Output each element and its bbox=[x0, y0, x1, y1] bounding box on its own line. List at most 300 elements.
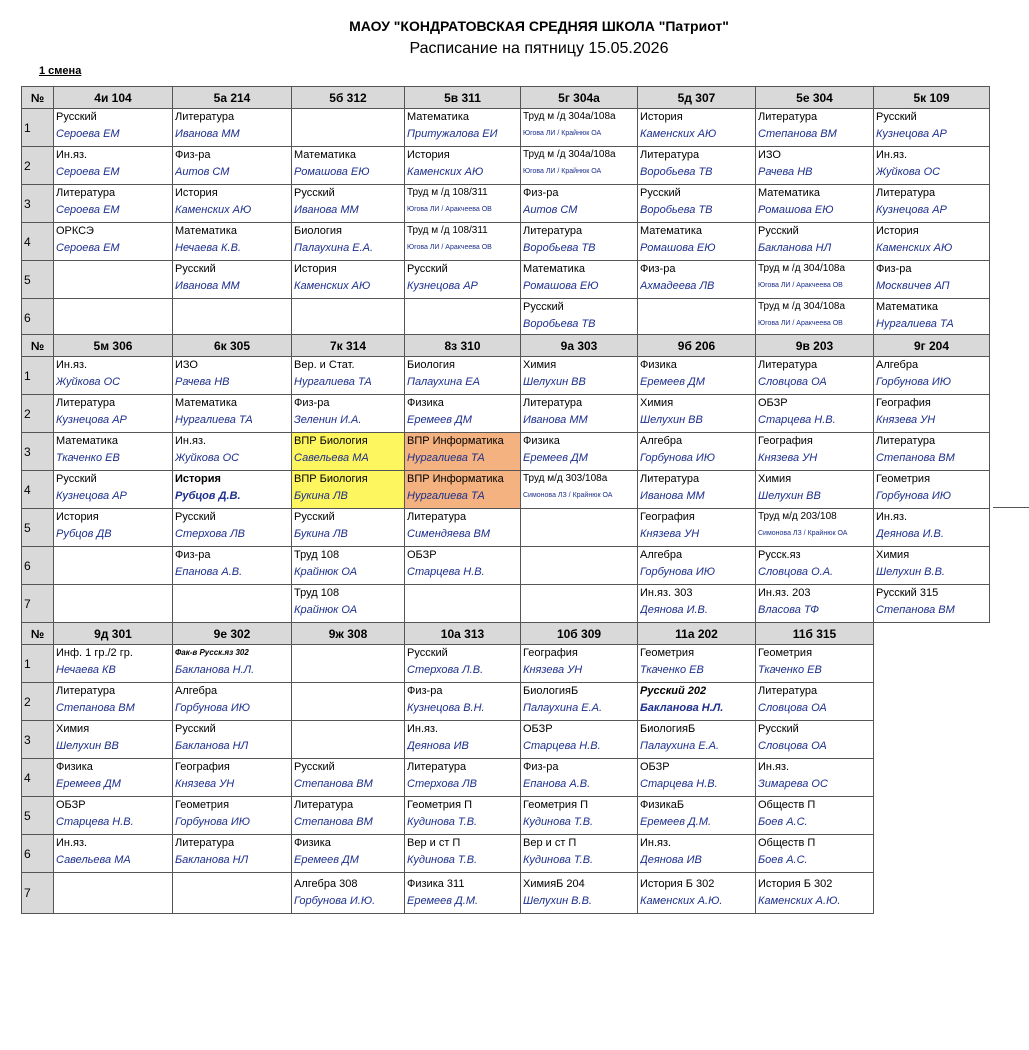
subject-name: Вер. и Стат. bbox=[294, 359, 355, 371]
lesson-cell bbox=[292, 471, 405, 509]
lesson-number: 6 bbox=[22, 835, 54, 873]
lesson-cell bbox=[292, 433, 405, 471]
subject-name: Русский bbox=[175, 263, 216, 275]
teacher-name: Нургалиева ТА bbox=[175, 414, 253, 426]
lesson-cell bbox=[54, 147, 173, 185]
subject-name: Литература bbox=[758, 359, 818, 371]
lesson-cell bbox=[756, 873, 874, 914]
teacher-name: Иванова ММ bbox=[175, 128, 240, 140]
teacher-name: Рубцов ДВ bbox=[56, 528, 112, 540]
subject-name: ИЗО bbox=[175, 359, 198, 371]
subject-name: Геометрия bbox=[876, 473, 931, 485]
subject-name bbox=[175, 585, 291, 602]
lesson-cell bbox=[874, 433, 990, 471]
teacher-name bbox=[294, 700, 404, 717]
teacher-name: Савельева МА bbox=[294, 452, 369, 464]
lesson-cell bbox=[756, 547, 874, 585]
lesson-cell bbox=[756, 147, 874, 185]
lesson-number: 4 bbox=[22, 471, 54, 509]
subject-name: Русский 202 bbox=[640, 685, 707, 697]
teacher-name: Боев А.С. bbox=[758, 854, 808, 866]
subject-name: Труд м /д 304а/108а bbox=[523, 149, 616, 160]
lesson-cell bbox=[54, 759, 173, 797]
lesson-cell bbox=[54, 471, 173, 509]
subject-name bbox=[56, 299, 172, 316]
lesson-cell bbox=[173, 797, 292, 835]
lesson-cell bbox=[874, 471, 990, 509]
lesson-cell bbox=[173, 299, 292, 337]
teacher-name: Иванова ММ bbox=[175, 280, 240, 292]
lesson-cell bbox=[521, 585, 638, 623]
subject-name: Русский bbox=[56, 111, 97, 123]
subject-name: Литература bbox=[56, 187, 116, 199]
lesson-cell bbox=[756, 585, 874, 623]
teacher-name bbox=[294, 316, 404, 333]
lesson-cell bbox=[292, 645, 405, 683]
table-row bbox=[22, 509, 990, 547]
subject-name: Инф. 1 гр./2 гр. bbox=[56, 647, 133, 659]
subject-name: Труд м /д 304/108а bbox=[758, 263, 846, 274]
teacher-name: Букина ЛВ bbox=[294, 528, 348, 540]
subject-name: Физика bbox=[56, 761, 93, 773]
class-header: 9в 203 bbox=[756, 335, 874, 357]
teacher-name: Еремеев ДМ bbox=[523, 452, 588, 464]
table-row bbox=[22, 759, 874, 797]
lesson-number: 7 bbox=[22, 873, 54, 914]
lesson-cell bbox=[54, 547, 173, 585]
subject-name: ВПР Информатика bbox=[407, 473, 504, 485]
subject-name: Русский bbox=[407, 263, 448, 275]
subject-name: Физ-ра bbox=[175, 149, 211, 161]
lesson-cell bbox=[756, 357, 874, 395]
lesson-cell bbox=[638, 223, 756, 261]
subject-name: Труд м /д 304/108а bbox=[758, 301, 846, 312]
lesson-cell bbox=[405, 147, 521, 185]
table-row bbox=[22, 683, 874, 721]
teacher-name: Югова ЛИ / Аракчеева ОВ bbox=[407, 244, 492, 251]
table-row bbox=[22, 395, 990, 433]
teacher-name: Горбунова ИЮ bbox=[175, 816, 251, 828]
teacher-name: Палаухина Е.А. bbox=[523, 702, 603, 714]
subject-name: Физ-ра bbox=[523, 187, 559, 199]
subject-name: БиологияБ bbox=[523, 685, 579, 697]
shift-label: 1 смена bbox=[39, 65, 82, 77]
teacher-name: Рачева НВ bbox=[758, 166, 813, 178]
teacher-name: Букина ЛВ bbox=[294, 490, 348, 502]
teacher-name: Сероева ЕМ bbox=[56, 128, 120, 140]
subject-name: Физика bbox=[407, 397, 444, 409]
teacher-name: Словцова ОА bbox=[758, 376, 827, 388]
lesson-cell bbox=[521, 185, 638, 223]
subject-name: История Б 302 bbox=[640, 878, 715, 890]
teacher-name: Горбунова ИЮ bbox=[640, 566, 716, 578]
lesson-cell bbox=[756, 109, 874, 147]
lesson-number: 5 bbox=[22, 509, 54, 547]
teacher-name: Бакланова НЛ bbox=[175, 854, 249, 866]
table-row bbox=[22, 471, 990, 509]
subject-name: Химия bbox=[523, 359, 557, 371]
teacher-name: Югова ЛИ / Аракчеева ОВ bbox=[407, 206, 492, 213]
lesson-cell bbox=[756, 797, 874, 835]
lesson-cell bbox=[521, 109, 638, 147]
lesson-number: 5 bbox=[22, 797, 54, 835]
lesson-cell bbox=[638, 835, 756, 873]
subject-name: Геометрия П bbox=[407, 799, 472, 811]
table-row bbox=[22, 873, 874, 914]
subject-name: Вер и ст П bbox=[407, 837, 461, 849]
lesson-cell bbox=[638, 261, 756, 299]
teacher-name: Нургалиева ТА bbox=[407, 490, 485, 502]
teacher-name: Кузнецова АР bbox=[56, 414, 127, 426]
teacher-name: Сероева ЕМ bbox=[56, 166, 120, 178]
teacher-name: Каменских АЮ bbox=[640, 128, 717, 140]
lesson-cell bbox=[874, 509, 990, 547]
lesson-cell bbox=[173, 147, 292, 185]
teacher-name bbox=[640, 316, 755, 333]
subject-name bbox=[56, 261, 172, 278]
teacher-name: Еремеев ДМ bbox=[56, 778, 121, 790]
class-header: 4и 104 bbox=[54, 87, 173, 109]
subject-name: Алгебра bbox=[175, 685, 218, 697]
teacher-name: Ромашова ЕЮ bbox=[294, 166, 370, 178]
subject-name: Русский bbox=[758, 225, 799, 237]
teacher-name: Епанова А.В. bbox=[175, 566, 243, 578]
lesson-cell bbox=[521, 721, 638, 759]
class-header: 11а 202 bbox=[638, 623, 756, 645]
subject-name: Ин.яз. 203 bbox=[758, 587, 811, 599]
lesson-cell bbox=[292, 223, 405, 261]
lesson-cell bbox=[54, 261, 173, 299]
teacher-name: Деянова ИВ bbox=[640, 854, 702, 866]
teacher-name: Степанова ВМ bbox=[56, 702, 135, 714]
subject-name: Русский bbox=[175, 511, 216, 523]
subject-name: Математика bbox=[175, 397, 237, 409]
class-header: 10а 313 bbox=[405, 623, 521, 645]
subject-name: Математика bbox=[407, 111, 469, 123]
lesson-number: 1 bbox=[22, 109, 54, 147]
lesson-cell bbox=[173, 721, 292, 759]
schedule-table bbox=[21, 622, 874, 914]
lesson-cell bbox=[54, 299, 173, 337]
lesson-cell bbox=[405, 395, 521, 433]
teacher-name: Крайнюк ОА bbox=[294, 566, 358, 578]
subject-name: Обществ П bbox=[758, 799, 816, 811]
subject-name bbox=[56, 876, 172, 893]
teacher-name: Горбунова ИЮ bbox=[876, 490, 952, 502]
subject-name: Математика bbox=[523, 263, 585, 275]
class-header: 5м 306 bbox=[54, 335, 173, 357]
lesson-cell bbox=[874, 261, 990, 299]
teacher-name: Шелухин ВВ bbox=[640, 414, 703, 426]
lesson-cell bbox=[756, 471, 874, 509]
lesson-cell bbox=[173, 547, 292, 585]
lesson-cell bbox=[638, 509, 756, 547]
class-header: 9а 303 bbox=[521, 335, 638, 357]
subject-name: ОБЗР bbox=[758, 397, 788, 409]
teacher-name: Кузнецова АР bbox=[407, 280, 478, 292]
teacher-name: Степанова ВМ bbox=[876, 604, 955, 616]
subject-name: Физ-ра bbox=[640, 263, 676, 275]
subject-name: Химия bbox=[758, 473, 792, 485]
subject-name: Геометрия bbox=[758, 647, 813, 659]
lesson-cell bbox=[54, 797, 173, 835]
lesson-cell bbox=[638, 395, 756, 433]
table-row bbox=[22, 147, 990, 185]
subject-name: Литература bbox=[758, 111, 818, 123]
subject-name: Химия bbox=[876, 549, 910, 561]
teacher-name: Степанова ВМ bbox=[876, 452, 955, 464]
lesson-cell bbox=[874, 395, 990, 433]
lesson-cell bbox=[405, 759, 521, 797]
subject-name: География bbox=[876, 397, 931, 409]
teacher-name: Бакланова НЛ bbox=[175, 740, 249, 752]
teacher-name: Бакланова НЛ bbox=[758, 242, 832, 254]
subject-name: Ин.яз. bbox=[758, 761, 790, 773]
subject-name: История bbox=[876, 225, 919, 237]
teacher-name: Бакланова Н.Л. bbox=[640, 702, 724, 714]
lesson-cell bbox=[756, 299, 874, 337]
teacher-name: Москвичев АП bbox=[876, 280, 950, 292]
subject-name: Русский bbox=[56, 473, 97, 485]
table-row bbox=[22, 547, 990, 585]
teacher-name: Воробьева ТВ bbox=[523, 242, 596, 254]
teacher-name: Кудинова Т.В. bbox=[523, 816, 594, 828]
lesson-cell bbox=[638, 721, 756, 759]
subject-name: Литература bbox=[876, 187, 936, 199]
subject-name: ОБЗР bbox=[640, 761, 670, 773]
teacher-name: Деянова И.В. bbox=[640, 604, 708, 616]
teacher-name: Еремеев ДМ bbox=[407, 414, 472, 426]
teacher-name bbox=[56, 893, 172, 910]
subject-name: ИЗО bbox=[758, 149, 781, 161]
subject-name bbox=[294, 721, 404, 738]
table-row bbox=[22, 357, 990, 395]
teacher-name bbox=[56, 316, 172, 333]
subject-name: Литература bbox=[56, 685, 116, 697]
teacher-name: Старцева Н.В. bbox=[523, 740, 601, 752]
subject-name bbox=[407, 299, 520, 316]
lesson-cell bbox=[54, 683, 173, 721]
class-header: 9ж 308 bbox=[292, 623, 405, 645]
subject-name: Геометрия П bbox=[523, 799, 588, 811]
teacher-name: Шелухин ВВ bbox=[523, 376, 586, 388]
teacher-name: Шелухин ВВ bbox=[758, 490, 821, 502]
subject-name: Фак-в Русск.яз 302 bbox=[175, 648, 249, 657]
lesson-cell bbox=[292, 797, 405, 835]
lesson-cell bbox=[405, 683, 521, 721]
teacher-name: Старцева Н.В. bbox=[758, 414, 836, 426]
subject-name: География bbox=[640, 511, 695, 523]
subject-name: Русский bbox=[876, 111, 917, 123]
lesson-cell bbox=[521, 395, 638, 433]
lesson-number: 4 bbox=[22, 759, 54, 797]
subject-name: Физика bbox=[640, 359, 677, 371]
subject-name: Труд м /д 108/311 bbox=[407, 225, 488, 236]
subject-name: Вер и ст П bbox=[523, 837, 577, 849]
teacher-name: Зимарева ОС bbox=[758, 778, 828, 790]
table-row bbox=[22, 185, 990, 223]
subject-name: Геометрия bbox=[640, 647, 695, 659]
lesson-cell bbox=[173, 645, 292, 683]
subject-name: История bbox=[175, 473, 221, 485]
subject-name bbox=[294, 645, 404, 662]
teacher-name: Рачева НВ bbox=[175, 376, 230, 388]
lesson-cell bbox=[638, 357, 756, 395]
lesson-cell bbox=[173, 759, 292, 797]
subject-name: История bbox=[175, 187, 218, 199]
subject-name: Математика bbox=[876, 301, 938, 313]
lesson-cell bbox=[173, 185, 292, 223]
lesson-number: 2 bbox=[22, 683, 54, 721]
teacher-name: Ткаченко ЕВ bbox=[56, 452, 120, 464]
table-row bbox=[22, 797, 874, 835]
table-row bbox=[22, 585, 990, 623]
teacher-name: Горбунова ИЮ bbox=[876, 376, 952, 388]
subject-name: Математика bbox=[758, 187, 820, 199]
lesson-cell bbox=[521, 683, 638, 721]
lesson-cell bbox=[405, 547, 521, 585]
table-header-row bbox=[22, 87, 990, 109]
teacher-name: Ромашова ЕЮ bbox=[640, 242, 716, 254]
teacher-name: Власова ТФ bbox=[758, 604, 820, 616]
teacher-name bbox=[294, 738, 404, 755]
teacher-name: Нургалиева ТА bbox=[407, 452, 485, 464]
teacher-name: Жуйкова ОС bbox=[56, 376, 121, 388]
teacher-name: Палаухина ЕА bbox=[407, 376, 480, 388]
subject-name: Алгебра bbox=[640, 549, 683, 561]
lesson-cell bbox=[54, 223, 173, 261]
subject-name: Литература bbox=[294, 799, 354, 811]
schedule-table bbox=[21, 334, 990, 623]
subject-name: Ин.яз. bbox=[56, 149, 88, 161]
teacher-name: Словцова ОА bbox=[758, 740, 827, 752]
teacher-name: Кузнецова АР bbox=[876, 128, 947, 140]
lesson-cell bbox=[756, 683, 874, 721]
subject-name: Труд м/д 303/108а bbox=[523, 473, 608, 484]
subject-name: Литература bbox=[56, 397, 116, 409]
teacher-name bbox=[294, 126, 404, 143]
lesson-cell bbox=[173, 835, 292, 873]
teacher-name: Нечаева К.В. bbox=[175, 242, 241, 254]
subject-name: Алгебра 308 bbox=[294, 878, 358, 890]
lesson-cell bbox=[292, 683, 405, 721]
lesson-cell bbox=[173, 585, 292, 623]
teacher-name bbox=[56, 564, 172, 581]
subject-name: Труд 108 bbox=[294, 587, 340, 599]
teacher-name: Притужалова ЕИ bbox=[407, 128, 498, 140]
subject-name: Литература bbox=[640, 473, 700, 485]
table-row bbox=[22, 835, 874, 873]
subject-name: Ин.яз. bbox=[175, 435, 207, 447]
lesson-cell bbox=[638, 299, 756, 337]
lesson-cell bbox=[292, 147, 405, 185]
lesson-cell bbox=[874, 357, 990, 395]
lesson-cell bbox=[521, 835, 638, 873]
subject-name: Ин.яз. bbox=[56, 359, 88, 371]
subject-name: Математика bbox=[294, 149, 356, 161]
subject-name: Литература bbox=[758, 685, 818, 697]
lesson-number: 6 bbox=[22, 547, 54, 585]
lesson-cell bbox=[405, 223, 521, 261]
table-row bbox=[22, 721, 874, 759]
lesson-cell bbox=[756, 395, 874, 433]
subject-name: Биология bbox=[294, 225, 343, 237]
teacher-name: Князева УН bbox=[175, 778, 235, 790]
lesson-cell bbox=[173, 357, 292, 395]
lesson-cell bbox=[405, 509, 521, 547]
lesson-cell bbox=[521, 547, 638, 585]
lesson-cell bbox=[874, 547, 990, 585]
lesson-cell bbox=[405, 471, 521, 509]
lesson-cell bbox=[292, 299, 405, 337]
table-row bbox=[22, 433, 990, 471]
lesson-number: 6 bbox=[22, 299, 54, 337]
subject-name bbox=[294, 299, 404, 316]
subject-name: Ин.яз. bbox=[876, 511, 908, 523]
subject-name: Труд м /д 304а/108а bbox=[523, 111, 616, 122]
teacher-name: Каменских АЮ bbox=[294, 280, 371, 292]
teacher-name bbox=[56, 278, 172, 295]
subject-name: Русский bbox=[175, 723, 216, 735]
teacher-name: Зеленин И.А. bbox=[294, 414, 362, 426]
lesson-cell bbox=[756, 433, 874, 471]
lesson-number-header: № bbox=[22, 87, 54, 109]
lesson-number: 3 bbox=[22, 433, 54, 471]
schedule-table bbox=[21, 86, 990, 337]
lesson-cell bbox=[521, 299, 638, 337]
lesson-cell bbox=[405, 645, 521, 683]
teacher-name: Еремеев Д.М. bbox=[407, 895, 479, 907]
teacher-name: Воробьева ТВ bbox=[640, 166, 713, 178]
teacher-name: Югова ЛИ / Крайнюк ОА bbox=[523, 130, 602, 137]
teacher-name bbox=[56, 602, 172, 619]
subject-name: Физ-ра bbox=[407, 685, 443, 697]
subject-name: География bbox=[758, 435, 813, 447]
teacher-name: Старцева Н.В. bbox=[56, 816, 134, 828]
lesson-cell bbox=[756, 223, 874, 261]
lesson-cell bbox=[756, 509, 874, 547]
lesson-cell bbox=[521, 509, 638, 547]
subject-name: Геометрия bbox=[175, 799, 230, 811]
subject-name: Физ-ра bbox=[294, 397, 330, 409]
lesson-cell bbox=[405, 797, 521, 835]
teacher-name: Аитов СМ bbox=[175, 166, 230, 178]
teacher-name: Еремеев ДМ bbox=[640, 376, 705, 388]
teacher-name: Стерхова ЛВ bbox=[407, 778, 478, 790]
teacher-name: Иванова ММ bbox=[640, 490, 705, 502]
teacher-name: Еремеев ДМ bbox=[294, 854, 359, 866]
subject-name bbox=[294, 683, 404, 700]
class-header: 9е 302 bbox=[173, 623, 292, 645]
lesson-cell bbox=[54, 509, 173, 547]
subject-name: Алгебра bbox=[876, 359, 919, 371]
teacher-name: Нечаева КВ bbox=[56, 664, 116, 676]
subject-name: Русский bbox=[294, 511, 335, 523]
teacher-name: Рубцов Д.В. bbox=[175, 490, 241, 502]
teacher-name: Каменских А.Ю. bbox=[758, 895, 841, 907]
subject-name: Русский 315 bbox=[876, 587, 939, 599]
lesson-cell bbox=[638, 109, 756, 147]
teacher-name: Югова ЛИ / Аракчеева ОВ bbox=[758, 320, 843, 327]
subject-name bbox=[56, 547, 172, 564]
subject-name: Физ-ра bbox=[175, 549, 211, 561]
table-row bbox=[22, 299, 990, 337]
subject-name: Труд м/д 203/108 bbox=[758, 511, 837, 522]
lesson-cell bbox=[405, 433, 521, 471]
lesson-cell bbox=[292, 721, 405, 759]
lesson-cell bbox=[292, 547, 405, 585]
lesson-cell bbox=[638, 873, 756, 914]
